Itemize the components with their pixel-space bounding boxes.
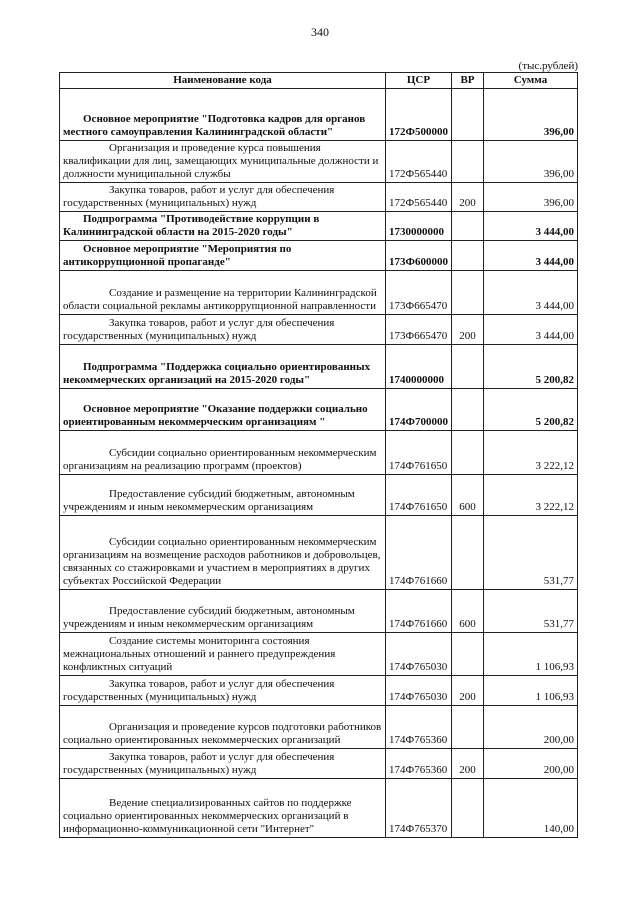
table-row bbox=[60, 431, 578, 475]
cell-vr: 600 bbox=[452, 590, 484, 633]
cell-name: Ведение специализированных сайтов по поддержке социально ориентированных некоммерческих организаций в информационно-коммуникационной сети "Интернет" bbox=[60, 779, 386, 838]
cell-vr bbox=[452, 241, 484, 271]
table-row bbox=[60, 516, 578, 590]
header-vr: ВР bbox=[452, 73, 484, 89]
cell-sum: 140,00 bbox=[484, 779, 578, 838]
budget-table bbox=[59, 72, 578, 838]
cell-sum: 1 106,93 bbox=[484, 676, 578, 706]
header-name: Наименование кода bbox=[60, 73, 386, 89]
cell-csr: 174Ф761650 bbox=[386, 431, 452, 475]
cell-vr bbox=[452, 271, 484, 315]
cell-sum: 3 222,12 bbox=[484, 431, 578, 475]
cell-name: Основное мероприятие "Мероприятия по антикоррупционной пропаганде" bbox=[60, 241, 386, 271]
cell-name: Создание и размещение на территории Калининградской области социальной рекламы антикоррупционной направленности bbox=[60, 271, 386, 315]
cell-sum: 200,00 bbox=[484, 706, 578, 749]
table-row bbox=[60, 676, 578, 706]
cell-vr: 200 bbox=[452, 315, 484, 345]
cell-name: Создание системы мониторинга состояния межнациональных отношений и раннего предупреждения конфликтных ситуаций bbox=[60, 633, 386, 676]
cell-vr: 200 bbox=[452, 749, 484, 779]
table-row bbox=[60, 389, 578, 431]
cell-csr: 174Ф761660 bbox=[386, 590, 452, 633]
cell-name: Закупка товаров, работ и услуг для обеспечения государственных (муниципальных) нужд bbox=[60, 676, 386, 706]
table-row bbox=[60, 475, 578, 516]
table-row bbox=[60, 141, 578, 183]
cell-name: Предоставление субсидий бюджетным, автономным учреждениям и иным некоммерческим организациям bbox=[60, 475, 386, 516]
cell-sum: 396,00 bbox=[484, 141, 578, 183]
cell-sum: 3 444,00 bbox=[484, 271, 578, 315]
cell-vr bbox=[452, 89, 484, 141]
cell-sum: 3 444,00 bbox=[484, 315, 578, 345]
header-csr: ЦСР bbox=[386, 73, 452, 89]
table-row bbox=[60, 590, 578, 633]
table-row bbox=[60, 315, 578, 345]
table-row bbox=[60, 345, 578, 389]
table-row bbox=[60, 183, 578, 212]
cell-sum: 3 444,00 bbox=[484, 212, 578, 241]
cell-name: Закупка товаров, работ и услуг для обеспечения государственных (муниципальных) нужд bbox=[60, 749, 386, 779]
table-row bbox=[60, 212, 578, 241]
table-body bbox=[60, 89, 578, 838]
cell-name: Подпрограмма "Противодействие коррупции в Калининградской области на 2015-2020 годы" bbox=[60, 212, 386, 241]
table-row bbox=[60, 89, 578, 141]
cell-csr: 1730000000 bbox=[386, 212, 452, 241]
table-row bbox=[60, 241, 578, 271]
cell-name: Организация и проведение курсов подготовки работников социально ориентированных некоммерческих организаций bbox=[60, 706, 386, 749]
cell-sum: 531,77 bbox=[484, 516, 578, 590]
cell-csr: 174Ф765360 bbox=[386, 706, 452, 749]
cell-sum: 5 200,82 bbox=[484, 389, 578, 431]
cell-csr: 174Ф765360 bbox=[386, 749, 452, 779]
cell-name: Закупка товаров, работ и услуг для обеспечения государственных (муниципальных) нужд bbox=[60, 183, 386, 212]
cell-sum: 3 222,12 bbox=[484, 475, 578, 516]
cell-sum: 5 200,82 bbox=[484, 345, 578, 389]
cell-csr: 174Ф765030 bbox=[386, 676, 452, 706]
cell-sum: 396,00 bbox=[484, 89, 578, 141]
cell-csr: 174Ф761650 bbox=[386, 475, 452, 516]
table-row bbox=[60, 749, 578, 779]
cell-vr bbox=[452, 389, 484, 431]
cell-sum: 3 444,00 bbox=[484, 241, 578, 271]
cell-name: Основное мероприятие "Подготовка кадров для органов местного самоуправления Калининградской области" bbox=[60, 89, 386, 141]
page-number: 340 bbox=[311, 25, 329, 39]
cell-sum: 1 106,93 bbox=[484, 633, 578, 676]
cell-name: Подпрограмма "Поддержка социально ориентированных некоммерческих организаций на 2015-2020 годы" bbox=[60, 345, 386, 389]
table-row bbox=[60, 706, 578, 749]
cell-sum: 396,00 bbox=[484, 183, 578, 212]
cell-name: Основное мероприятие "Оказание поддержки социально ориентированным некоммерческим организациям " bbox=[60, 389, 386, 431]
cell-csr: 172Ф500000 bbox=[386, 89, 452, 141]
cell-sum: 531,77 bbox=[484, 590, 578, 633]
cell-csr: 174Ф765030 bbox=[386, 633, 452, 676]
cell-csr: 174Ф765370 bbox=[386, 779, 452, 838]
cell-csr: 173Ф665470 bbox=[386, 315, 452, 345]
cell-name: Организация и проведение курса повышения квалификации для лиц, замещающих муниципальные должности и должности муниципальной службы bbox=[60, 141, 386, 183]
cell-csr: 174Ф761660 bbox=[386, 516, 452, 590]
cell-vr bbox=[452, 141, 484, 183]
cell-vr: 200 bbox=[452, 676, 484, 706]
cell-name: Субсидии социально ориентированным некоммерческим организациям на возмещение расходов работников и добровольцев, связанных со стажировками и участием в мероприятиях в других субъектах Российской Федерации bbox=[60, 516, 386, 590]
table-row bbox=[60, 271, 578, 315]
units-label: (тыс.рублей) bbox=[518, 60, 578, 72]
cell-vr: 600 bbox=[452, 475, 484, 516]
header-sum: Сумма bbox=[484, 73, 578, 89]
cell-csr: 173Ф665470 bbox=[386, 271, 452, 315]
cell-vr bbox=[452, 345, 484, 389]
cell-csr: 172Ф565440 bbox=[386, 141, 452, 183]
table-row bbox=[60, 633, 578, 676]
cell-csr: 174Ф700000 bbox=[386, 389, 452, 431]
cell-vr bbox=[452, 779, 484, 838]
table-header-row bbox=[60, 73, 578, 89]
cell-vr bbox=[452, 431, 484, 475]
cell-name: Субсидии социально ориентированным некоммерческим организациям на реализацию программ (проектов) bbox=[60, 431, 386, 475]
cell-vr: 200 bbox=[452, 183, 484, 212]
cell-vr bbox=[452, 516, 484, 590]
cell-name: Закупка товаров, работ и услуг для обеспечения государственных (муниципальных) нужд bbox=[60, 315, 386, 345]
table-row bbox=[60, 779, 578, 838]
cell-name: Предоставление субсидий бюджетным, автономным учреждениям и иным некоммерческим организациям bbox=[60, 590, 386, 633]
cell-sum: 200,00 bbox=[484, 749, 578, 779]
cell-vr bbox=[452, 633, 484, 676]
cell-csr: 172Ф565440 bbox=[386, 183, 452, 212]
cell-vr bbox=[452, 212, 484, 241]
cell-csr: 173Ф600000 bbox=[386, 241, 452, 271]
cell-csr: 1740000000 bbox=[386, 345, 452, 389]
cell-vr bbox=[452, 706, 484, 749]
